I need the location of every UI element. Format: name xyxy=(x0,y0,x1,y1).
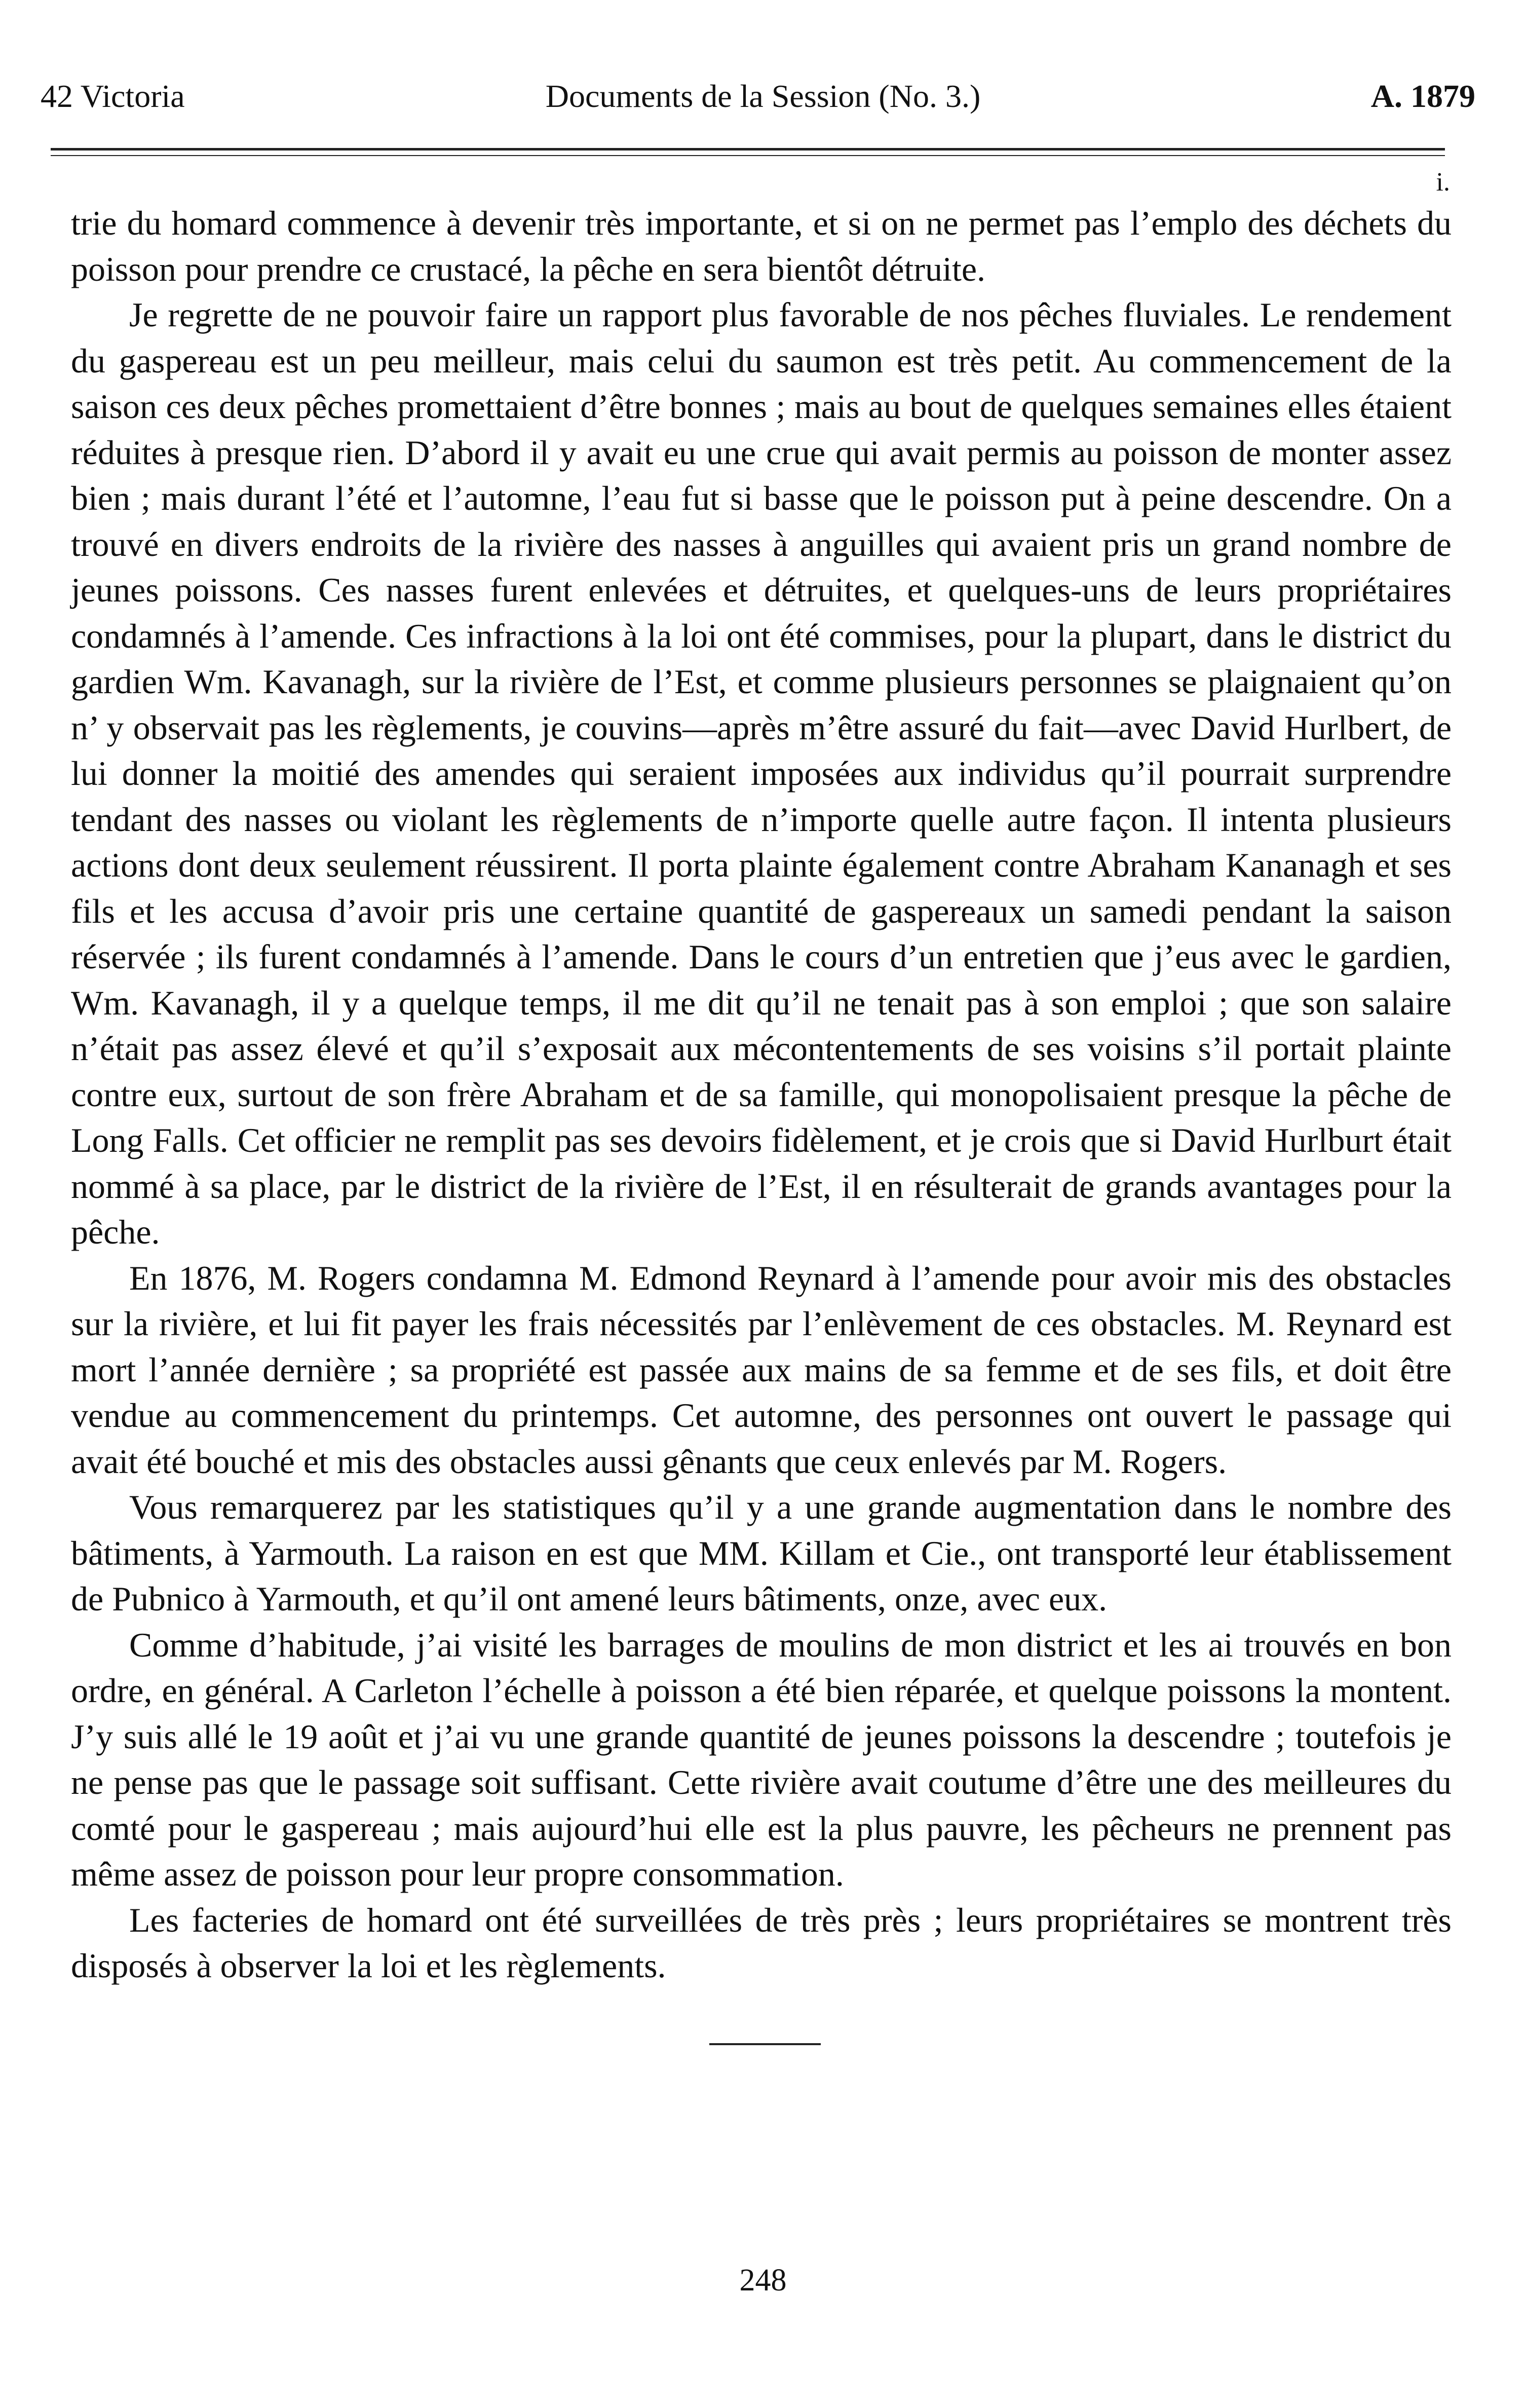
running-header xyxy=(41,71,1485,122)
paragraph-mill-dams: Comme d’habitude, j’ai visité les barrages de moulins de mon district et les ai trouvés en bon ordre, en général. A Carleton l’échelle à poisson a été bien réparée, et quelque poissons la montent. J’y suis allé le 19 août et j’ai vu une grande quantité de jeunes poissons la descendre ; toutefois je ne pense pas que le passage soit suffisant. Cette rivière avait coutume d’être une des meilleures du comté pour le gaspereau ; mais aujourd’hui elle est la plus pauvre, les pêcheurs ne prennent pas même assez de poisson pour leur propre consommation. xyxy=(71,1625,1452,1893)
header-volume: 42 Victoria xyxy=(41,78,185,114)
header-rule-thick xyxy=(51,148,1445,150)
paragraph-lobster-factories: Les facteries de homard ont été surveillées de très près ; leurs propriétaires se montrent très disposés à observer la loi et les règlements. xyxy=(71,1900,1452,1985)
paragraph-fluvial-fisheries: Je regrette de ne pouvoir faire un rapport plus favorable de nos pêches fluviales. Le rendement du gaspereau est un peu meilleur, mais celui du saumon est très petit. Au commencement de la saison ces deux pêches promettaient d’être bonnes ; mais au bout de quelques semaines elles étaient réduites à presque rien. D’abord il y avait eu une crue qui avait permis au poisson de monter assez bien ; mais durant l’été et l’automne, l’eau fut si basse que le poisson put à peine descendre. On a trouvé en divers endroits de la rivière des nasses à anguilles qui avaient pris un grand nombre de jeunes poissons. Ces nasses furent enlevées et détruites, et quelques-uns de leurs propriétaires condamnés à l’amende. Ces infractions à la loi ont été commises, pour la plupart, dans le district du gardien Wm. Kavanagh, sur la rivière de l’Est, et comme plusieurs personnes se plaignaient qu’on n’ y observait pas les règlements, je couvins—après m’être assuré du fait—avec David Hurlbert, de lui donner la moitié des amendes qui seraient imposées aux individus qu’il pourrait surprendre tendant des nasses ou violant les règlements de n’importe quelle autre façon. Il intenta plusieurs actions dont deux seulement réussirent. Il porta plainte également contre Abraham Kananagh et ses fils et les accusa d’avoir pris une certaine quantité de gaspereaux un samedi pendant la saison réservée ; ils furent condamnés à l’amende. Dans le cours d’un entretien que j’eus avec le gardien, Wm. Kavanagh, il y a quelque temps, il me dit qu’il ne tenait pas à son emploi ; que son salaire n’était pas assez élevé et qu’il s’exposait aux mécontentements de ses voisins s’il portait plainte contre eux, surtout de son frère Abraham et de sa famille, qui monopolisaient presque la pêche de Long Falls. Cet officier ne remplit pas ses devoirs fidèlement, et je crois que si David Hurlburt était nommé à sa place, par le district de la rivière de l’Est, il en résulterait de grands avantages pour la pêche. xyxy=(71,295,1452,1251)
paragraph-reynard: En 1876, M. Rogers condamna M. Edmond Reynard à l’amende pour avoir mis des obstacles sur la rivière, et lui fit payer les frais nécessités par l’enlèvement de ces obstacles. M. Reynard est mort l’année dernière ; sa propriété est passée aux mains de sa femme et de ses fils, et doit être vendue au commencement du printemps. Cet automne, des personnes ont ouvert le passage qui avait été bouché et mis des obstacles aussi gênants que ceux enlevés par M. Rogers. xyxy=(71,1258,1452,1481)
paragraph-yarmouth-vessels: Vous remarquerez par les statistiques qu’il y a une grande augmentation dans le nombre des bâtiments, à Yarmouth. La raison en est que MM. Killam et Cie., ont transporté leur établissement de Pubnico à Yarmouth, et qu’il ont amené leurs bâtiments, onze, avec eux. xyxy=(71,1488,1452,1618)
section-end-rule xyxy=(709,2043,821,2045)
paragraph-continued: trie du homard commence à devenir très importante, et si on ne permet pas l’emplo des déchets du poisson pour prendre ce crustacé, la pêche en sera bientôt détruite. xyxy=(71,204,1452,288)
header-title: Documents de la Session (No. 3.) xyxy=(545,78,981,114)
header-rule-thin xyxy=(51,155,1445,156)
body-text xyxy=(71,200,1452,1989)
corner-mark: i. xyxy=(1436,168,1450,197)
header-year: A. 1879 xyxy=(1370,78,1475,114)
page-number: 248 xyxy=(739,2263,787,2298)
